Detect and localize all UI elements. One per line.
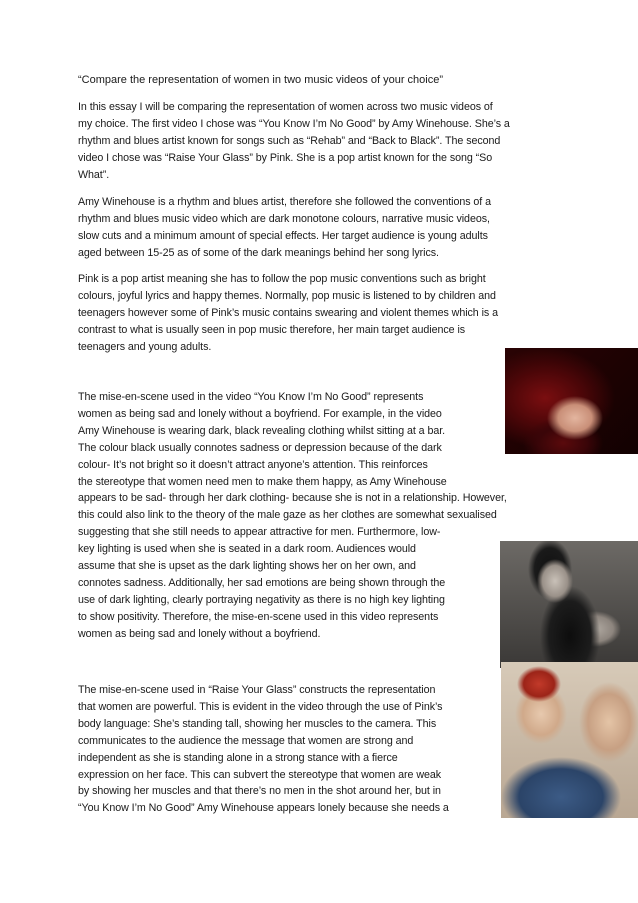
text-line: connotes sadness. Additionally, her sad emotions are being shown through the — [78, 576, 446, 589]
text-line: the stereotype that women need men to make them happy, as Amy Winehouse — [78, 475, 447, 488]
text-line: suggesting that she still needs to appear attractive for men. Furthermore, low- — [78, 526, 441, 539]
text-line: body language: She’s standing tall, showing her muscles to the camera. This — [78, 717, 437, 730]
text-line: use of dark lighting, clearly portraying negativity as there is no high key lighting — [78, 593, 445, 606]
text-line: women as being sad and lonely without a boyfriend. For example, in the video — [78, 407, 442, 420]
text-line: slow cuts and a minimum amount of special effects. Her target audience is young adults — [78, 229, 488, 242]
text-line: rhythm and blues artist known for songs such as “Rehab” and “Back to Black”. The second — [78, 134, 501, 147]
text-line: “You Know I’m No Good” Amy Winehouse appears lonely because she needs a — [78, 802, 449, 815]
text-line: rhythm and blues music video which are dark monotone colours, narrative music videos, — [78, 212, 490, 225]
text-line: teenagers however some of Pink’s music contains swearing and violent themes which is a — [78, 306, 498, 319]
text-line: communicates to the audience the message that women are strong and — [78, 734, 414, 747]
text-line: this could also link to the theory of the male gaze as her clothes are somewhat sexualised — [78, 509, 497, 522]
text-line: appears to be sad- through her dark clothing- because she is not in a relationship. However, — [78, 492, 507, 505]
intro-paragraph — [78, 99, 510, 184]
text-line: The colour black usually connotes sadness or depression because of the dark — [78, 441, 442, 454]
text-line: video I chose was “Raise Your Glass” by Pink. She is a pop artist known for the song “So — [78, 151, 493, 164]
text-line: to show positivity. Therefore, the mise-en-scene used in this video represents — [78, 610, 439, 623]
text-line: In this essay I will be comparing the representation of women across two music videos of — [78, 101, 493, 113]
text-line: The mise-en-scene used in the video “You Know I’m No Good” represents — [78, 391, 424, 403]
text-line: independent as she is standing alone in a strong stance with a fierce — [78, 751, 398, 764]
text-line: teenagers and young adults. — [78, 340, 212, 353]
text-line: Amy Winehouse is a rhythm and blues artist, therefore she followed the conventions of a — [78, 196, 492, 208]
text-line: colour- It’s not bright so it doesn’t attract anyone’s attention. This reinforces — [78, 458, 428, 471]
winehouse-mise-en-scene-paragraph — [78, 389, 507, 643]
pink-flexing-photo — [501, 662, 638, 818]
text-line: my choice. The first video I chose was “You Know I’m No Good” by Amy Winehouse. She’s a — [78, 117, 510, 130]
pink-mise-en-scene-paragraph — [78, 682, 449, 817]
text-line: The mise-en-scene used in “Raise Your Glass” constructs the representation — [78, 684, 436, 696]
text-line: women as being sad and lonely without a boyfriend. — [78, 627, 321, 640]
text-line: Pink is a pop artist meaning she has to follow the pop music conventions such as bright — [78, 273, 486, 285]
essay-title: “Compare the representation of women in two music videos of your choice” — [78, 74, 444, 86]
text-line: What”. — [78, 168, 110, 181]
amy-winehouse-dark-room-photo — [500, 541, 638, 668]
pink-genre-paragraph — [78, 271, 498, 356]
text-line: that women are powerful. This is evident in the video through the use of Pink’s — [78, 700, 443, 713]
text-line: expression on her face. This can subvert the stereotype that women are weak — [78, 768, 442, 781]
text-line: colours, joyful lyrics and happy themes. Normally, pop music is listened to by children and — [78, 289, 496, 302]
text-line: by showing her muscles and that there’s no men in the shot around her, but in — [78, 785, 441, 798]
text-line: Amy Winehouse is wearing dark, black revealing clothing whilst sitting at a bar. — [78, 424, 446, 437]
winehouse-genre-paragraph — [78, 194, 491, 262]
text-line: contrast to what is usually seen in pop music therefore, her main target audience is — [78, 323, 466, 336]
amy-winehouse-bar-photo — [505, 348, 638, 454]
text-line: aged between 15-25 as of some of the dark meanings behind her song lyrics. — [78, 246, 439, 259]
text-line: key lighting is used when she is seated in a dark room. Audiences would — [78, 543, 416, 556]
text-line: assume that she is upset as the dark lighting shows her on her own, and — [78, 560, 416, 573]
